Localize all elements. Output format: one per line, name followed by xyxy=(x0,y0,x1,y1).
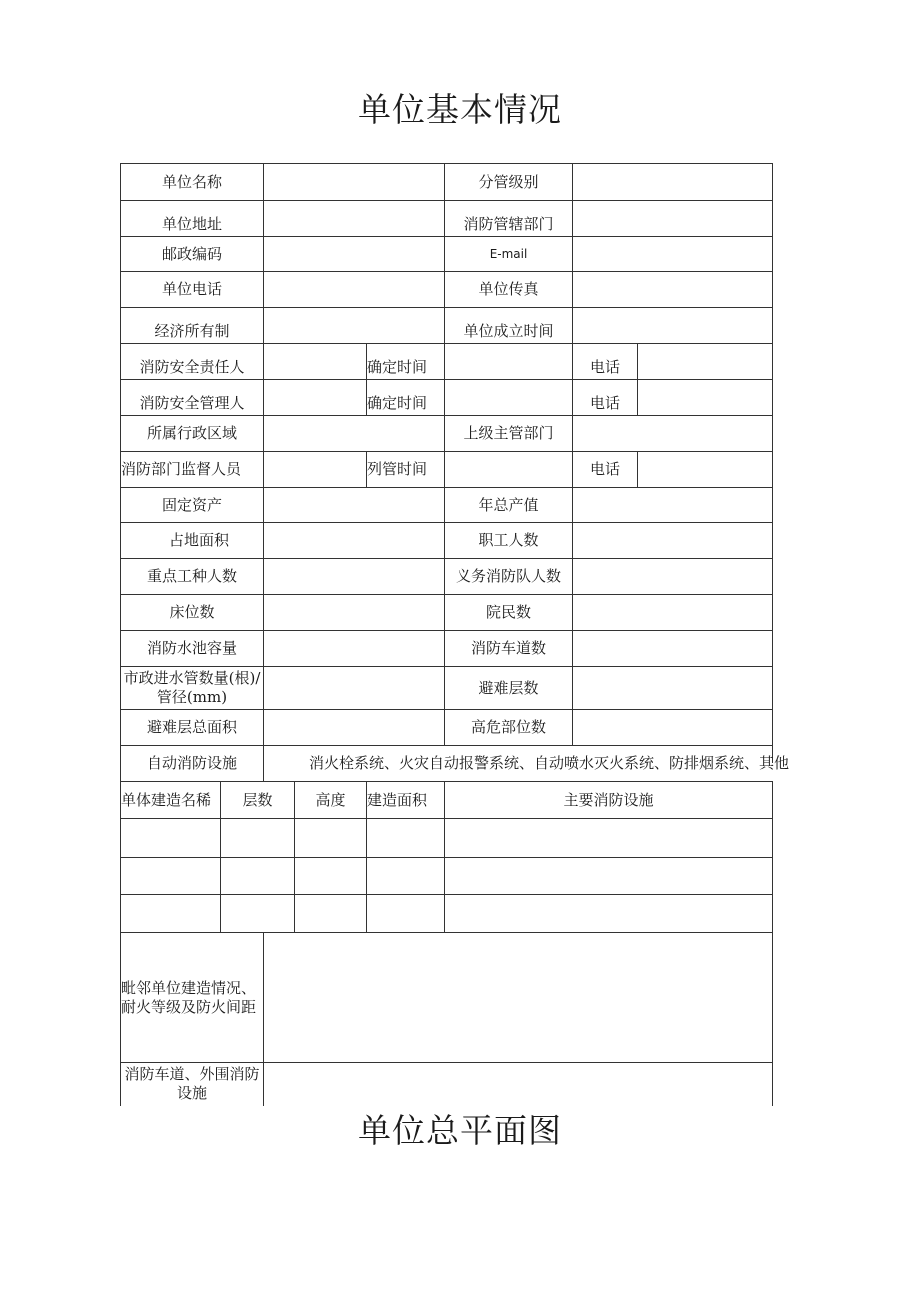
table-rule xyxy=(120,818,773,819)
label-listed-time: 列管时间 xyxy=(367,460,428,478)
label-refuge-area: 避难层总面积 xyxy=(146,718,237,736)
header-build-area: 建造面积 xyxy=(367,790,428,809)
label-volunteer-team: 义务消防队人数 xyxy=(455,567,561,585)
label-floor-area: 占地面积 xyxy=(168,531,229,549)
label-perimeter: 消防车道、外围消防设施 xyxy=(124,1065,260,1102)
site-plan-title: 单位总平面图 xyxy=(358,1111,562,1150)
label-unit-name: 单位名称 xyxy=(161,172,222,191)
label-confirm-time: 确定时间 xyxy=(367,358,428,376)
table-rule xyxy=(120,894,773,895)
table-rule xyxy=(772,163,773,763)
label-key-workers: 重点工种人数 xyxy=(146,567,237,585)
label-fire-dept: 消防管辖部门 xyxy=(463,215,554,233)
label-water-pipe: 市政进水管数量(根)/管径(mm) xyxy=(123,669,261,706)
label-staff-count: 职工人数 xyxy=(478,531,539,549)
label-adjacent: 毗邻单位建造情况、耐火等级及防火间距 xyxy=(121,978,257,1016)
label-fixed-assets: 固定资产 xyxy=(161,495,222,514)
label-tel: 电话 xyxy=(589,460,620,478)
label-annual-output: 年总产值 xyxy=(478,495,539,514)
label-high-risk: 高危部位数 xyxy=(470,718,546,736)
table-rule xyxy=(772,781,773,1106)
label-phone: 单位电话 xyxy=(161,280,222,298)
label-tel: 电话 xyxy=(589,394,620,412)
label-confirm-time: 确定时间 xyxy=(367,394,428,412)
header-height: 高度 xyxy=(315,790,346,809)
label-refuge-floors: 避难层数 xyxy=(478,678,539,697)
label-safety-responsible: 消防安全责任人 xyxy=(139,358,245,376)
label-residents: 院民数 xyxy=(485,603,531,621)
header-building-name: 单体建造名稀 xyxy=(121,790,212,809)
label-mgmt-level: 分管级别 xyxy=(478,172,539,191)
table-rule xyxy=(120,857,773,858)
label-fire-lanes: 消防车道数 xyxy=(470,639,546,657)
label-ownership: 经济所有制 xyxy=(154,322,230,340)
label-beds: 床位数 xyxy=(169,603,215,621)
label-postcode: 邮政编码 xyxy=(161,244,222,263)
label-tel: 电话 xyxy=(589,358,620,376)
table-rule xyxy=(637,451,638,487)
label-safety-manager: 消防安全管理人 xyxy=(139,394,245,412)
label-founded: 单位成立时间 xyxy=(463,322,554,340)
label-supervisor: 消防部门监督人员 xyxy=(121,460,242,478)
table-rule xyxy=(263,932,264,1106)
header-main-facilities: 主要消防设施 xyxy=(563,790,654,809)
label-admin-region: 所属行政区域 xyxy=(146,424,237,442)
label-email: E-mail xyxy=(489,246,528,261)
label-pool-capacity: 消防水池容量 xyxy=(146,639,237,657)
auto-facilities-value: 消火栓系统、火灾自动报警系统、自动喷水灭火系统、防排烟系统、其他 xyxy=(309,754,790,772)
page-title: 单位基本情况 xyxy=(358,90,562,129)
header-floors: 层数 xyxy=(242,790,273,809)
label-auto-facilities: 自动消防设施 xyxy=(146,754,237,772)
table-rule xyxy=(637,343,638,415)
label-fax: 单位传真 xyxy=(478,280,539,298)
table-rule xyxy=(263,163,264,781)
label-superior-dept: 上级主管部门 xyxy=(463,424,554,442)
label-address: 单位地址 xyxy=(161,215,222,233)
